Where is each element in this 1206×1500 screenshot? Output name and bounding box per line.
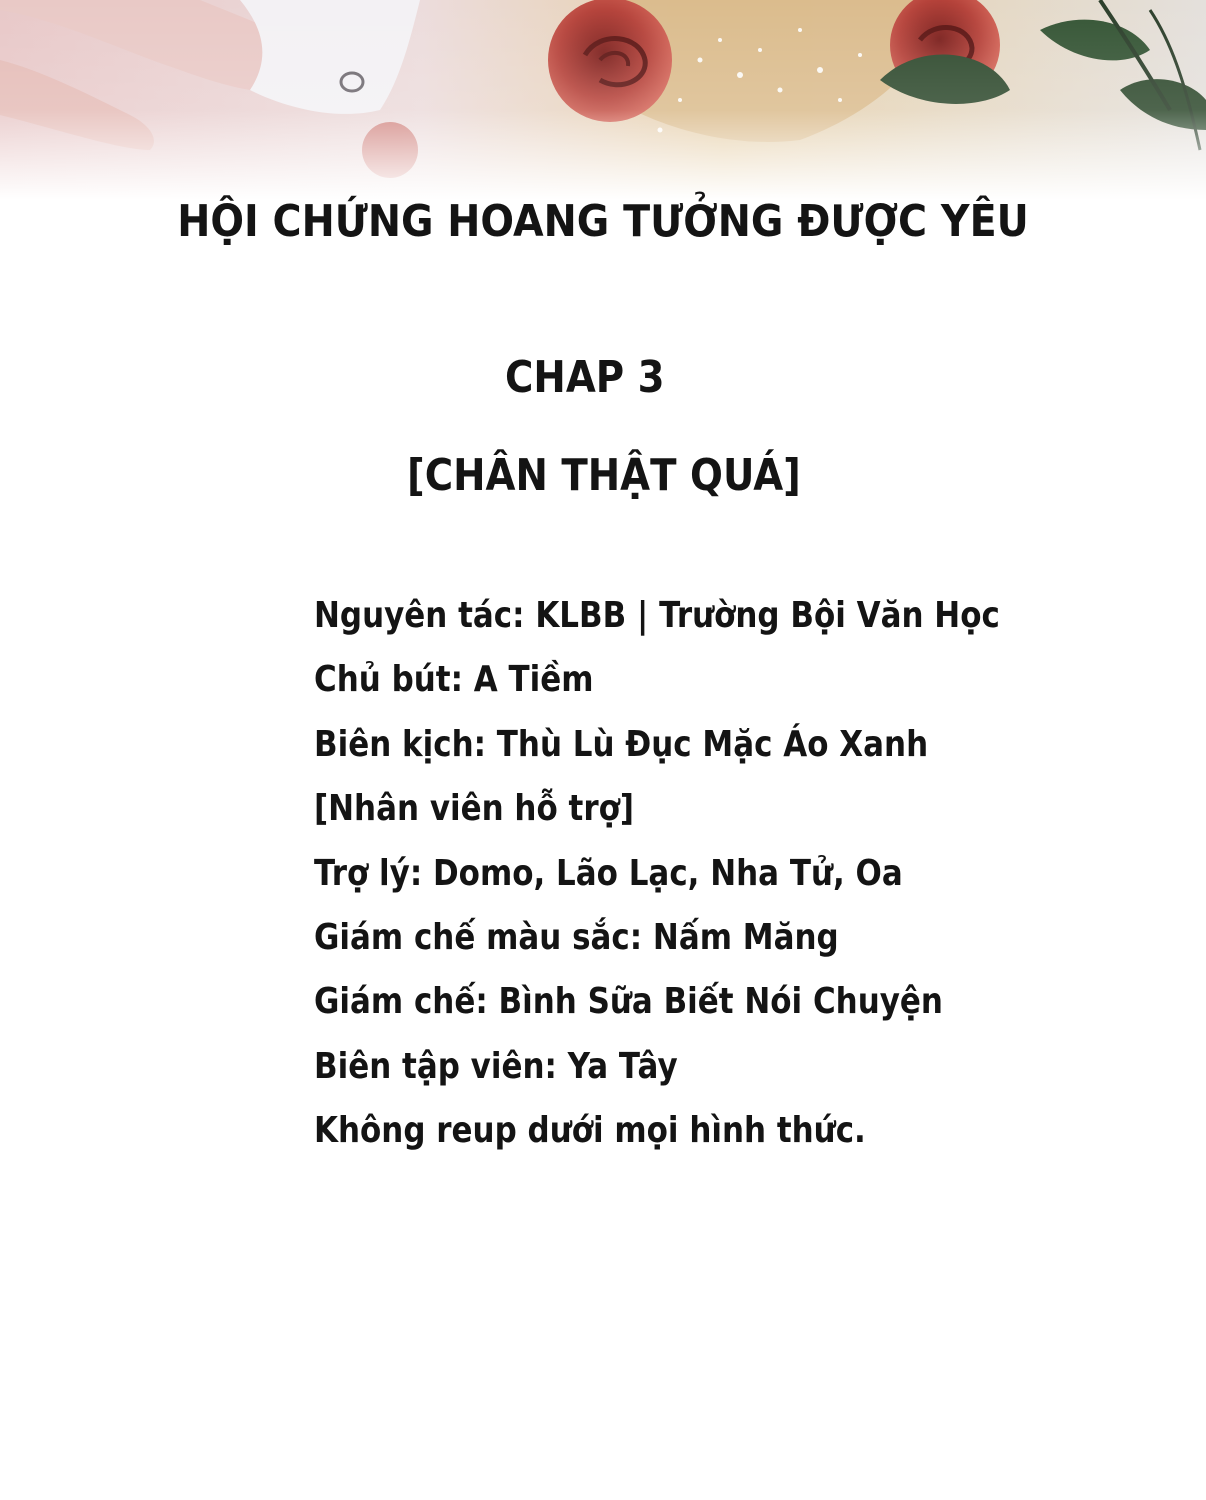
credit-editor: Biên tập viên: Ya Tây	[314, 1045, 678, 1087]
roses-and-hand-illustration	[0, 0, 1206, 200]
banner-illustration	[0, 0, 1206, 200]
series-title: HỘI CHỨNG HOANG TƯỞNG ĐƯỢC YÊU	[177, 196, 1029, 247]
credit-color-supervisor: Giám chế màu sắc: Nấm Măng	[314, 916, 839, 958]
credit-support-heading: [Nhân viên hỗ trợ]	[314, 788, 635, 830]
credit-screenwriter: Biên kịch: Thù Lù Đục Mặc Áo Xanh	[314, 723, 929, 765]
credit-lead-artist: Chủ bút: A Tiềm	[314, 659, 594, 701]
chapter-title: [CHÂN THẬT QUÁ]	[407, 450, 801, 501]
credit-assistants: Trợ lý: Domo, Lão Lạc, Nha Tử, Oa	[314, 852, 903, 894]
credits-block	[314, 584, 1074, 1164]
credit-supervisor: Giám chế: Bình Sữa Biết Nói Chuyện	[314, 981, 943, 1023]
credit-original-author: Nguyên tác: KLBB | Trường Bội Văn Học	[314, 595, 1000, 636]
chapter-number: CHAP 3	[505, 352, 665, 403]
no-reupload-notice: Không reup dưới mọi hình thức.	[314, 1110, 866, 1152]
